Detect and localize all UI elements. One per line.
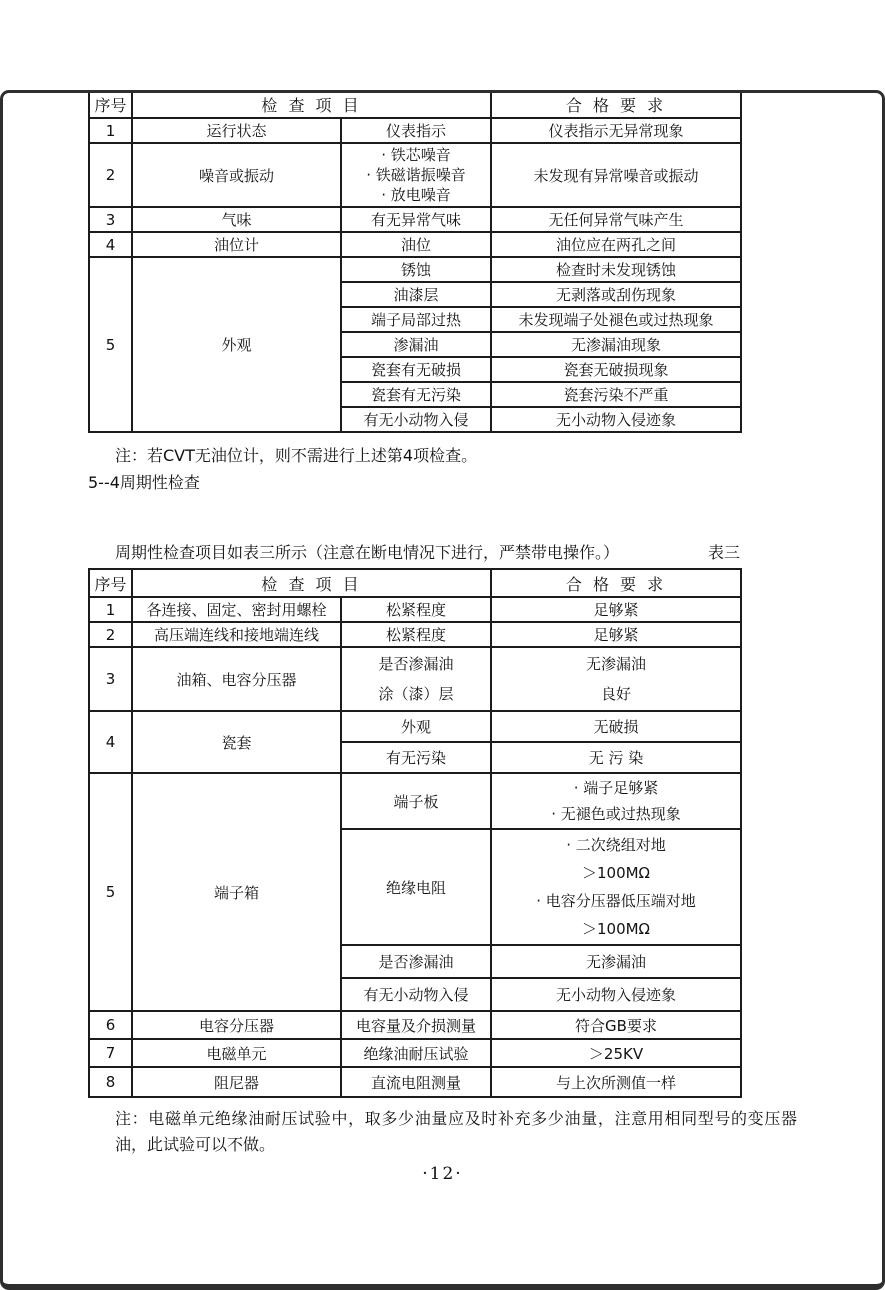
table-row	[89, 597, 741, 622]
cell-req: 足够紧	[491, 597, 741, 622]
cell-item: 电容分压器	[132, 1011, 341, 1039]
cell-sub: 绝缘油耐压试验	[341, 1039, 491, 1067]
cell-sub: 直流电阻测量	[341, 1067, 491, 1097]
section-heading: 5--4周期性检查	[88, 473, 200, 492]
cell-sub: 外观	[341, 711, 491, 742]
table-row	[89, 1067, 741, 1097]
cell-no: 3	[89, 647, 132, 711]
cell-sub: 松紧程度	[341, 622, 491, 647]
cell-req: 无任何异常气味产生	[491, 207, 741, 232]
cell-sub: 瓷套有无污染	[341, 382, 491, 407]
table-row	[89, 773, 741, 829]
cell-no: 4	[89, 711, 132, 773]
col-header-item: 检 查 项 目	[132, 91, 491, 118]
cell-line: ＞100MΩ	[581, 920, 651, 938]
cell-sub	[341, 647, 491, 711]
note-oil-withstand-test: 注：电磁单元绝缘油耐压试验中，取多少油量应及时补充多少油量，注意用相同型号的变压器油，此试验可以不做。	[115, 1109, 797, 1154]
cell-item: 各连接、固定、密封用螺栓	[132, 597, 341, 622]
cell-sub: 端子板	[341, 773, 491, 829]
cell-req: 无渗漏油现象	[491, 332, 741, 357]
cell-item: 运行状态	[132, 118, 341, 143]
periodic-intro-text: 周期性检查项目如表三所示（注意在断电情况下进行，严禁带电操作。）	[115, 543, 620, 562]
table-row	[89, 232, 741, 257]
cell-item: 瓷套	[132, 711, 341, 773]
table-header-row	[89, 569, 741, 597]
col-header-item: 检 查 项 目	[132, 569, 491, 597]
cell-req: ＞25KV	[491, 1039, 741, 1067]
table-row	[89, 207, 741, 232]
table-row	[89, 118, 741, 143]
cell-no: 8	[89, 1067, 132, 1097]
table-row	[89, 647, 741, 711]
cell-no: 6	[89, 1011, 132, 1039]
cell-sub: 松紧程度	[341, 597, 491, 622]
table-row	[89, 622, 741, 647]
cell-sub: 油漆层	[341, 282, 491, 307]
cell-req: 足够紧	[491, 622, 741, 647]
cell-sub: 端子局部过热	[341, 307, 491, 332]
cell-line: · 端子足够紧	[573, 779, 659, 797]
cell-item: 噪音或振动	[132, 143, 341, 207]
cell-line: · 铁芯噪音	[381, 146, 451, 164]
cell-no: 5	[89, 257, 132, 432]
cell-line: 是否渗漏油	[378, 655, 454, 673]
cell-req: 未发现有异常噪音或振动	[491, 143, 741, 207]
cell-sub: 锈蚀	[341, 257, 491, 282]
running-inspection-table	[88, 90, 742, 433]
cell-req: 无破损	[491, 711, 741, 742]
cell-req	[491, 647, 741, 711]
cell-item: 气味	[132, 207, 341, 232]
col-header-requirement: 合 格 要 求	[491, 91, 741, 118]
cell-req: 瓷套无破损现象	[491, 357, 741, 382]
table-three-label: 表三	[707, 543, 740, 562]
cell-line: · 铁磁谐振噪音	[366, 166, 466, 184]
table-row	[89, 257, 741, 282]
cell-line: 涂（漆）层	[378, 685, 454, 703]
table-header-row	[89, 91, 741, 118]
cell-req: 油位应在两孔之间	[491, 232, 741, 257]
cell-sub	[341, 143, 491, 207]
cell-req: 未发现端子处褪色或过热现象	[491, 307, 741, 332]
cell-sub: 有无异常气味	[341, 207, 491, 232]
cell-item: 外观	[132, 257, 341, 432]
cell-req: 无剥落或刮伤现象	[491, 282, 741, 307]
cell-req: 无 污 染	[491, 742, 741, 773]
cell-item: 电磁单元	[132, 1039, 341, 1067]
cell-sub: 电容量及介损测量	[341, 1011, 491, 1039]
cell-item: 油位计	[132, 232, 341, 257]
cell-item: 油箱、电容分压器	[132, 647, 341, 711]
col-header-index: 序号	[89, 91, 132, 118]
cell-item: 阻尼器	[132, 1067, 341, 1097]
cell-sub: 仪表指示	[341, 118, 491, 143]
cell-no: 1	[89, 118, 132, 143]
cell-line: 良好	[601, 685, 632, 703]
cell-sub: 有无小动物入侵	[341, 978, 491, 1011]
cell-req: 无小动物入侵迹象	[491, 407, 741, 432]
cell-req: 检查时未发现锈蚀	[491, 257, 741, 282]
cell-no: 2	[89, 143, 132, 207]
cell-req: 仪表指示无异常现象	[491, 118, 741, 143]
cell-req: 无渗漏油	[491, 945, 741, 978]
cell-sub: 渗漏油	[341, 332, 491, 357]
cell-line: · 电容分压器低压端对地	[536, 892, 696, 910]
cell-no: 4	[89, 232, 132, 257]
cell-line: · 二次绕组对地	[566, 836, 666, 854]
cell-line: · 放电噪音	[381, 186, 451, 204]
cell-req: 无小动物入侵迹象	[491, 978, 741, 1011]
cell-req: 符合GB要求	[491, 1011, 741, 1039]
cell-line: ＞100MΩ	[581, 864, 651, 882]
table-row	[89, 143, 741, 207]
cell-item: 高压端连线和接地端连线	[132, 622, 341, 647]
cell-sub: 绝缘电阻	[341, 829, 491, 945]
cell-line: · 无褪色或过热现象	[551, 805, 681, 823]
cell-no: 2	[89, 622, 132, 647]
cell-sub: 瓷套有无破损	[341, 357, 491, 382]
table-row	[89, 1039, 741, 1067]
cell-req	[491, 773, 741, 829]
cell-item: 端子箱	[132, 773, 341, 1011]
cell-no: 3	[89, 207, 132, 232]
cell-req: 与上次所测值一样	[491, 1067, 741, 1097]
col-header-index: 序号	[89, 569, 132, 597]
cell-no: 5	[89, 773, 132, 1011]
note-cvt-oil-gauge: 注：若CVT无油位计，则不需进行上述第4项检查。	[115, 446, 478, 465]
cell-sub: 有无污染	[341, 742, 491, 773]
cell-req	[491, 829, 741, 945]
cell-sub: 是否渗漏油	[341, 945, 491, 978]
cell-no: 1	[89, 597, 132, 622]
page-number: ·12·	[422, 1164, 463, 1184]
table-row	[89, 1011, 741, 1039]
table-row	[89, 711, 741, 742]
cell-line: 无渗漏油	[586, 655, 647, 673]
cell-sub: 有无小动物入侵	[341, 407, 491, 432]
periodic-intro-row	[115, 542, 740, 564]
cell-sub: 油位	[341, 232, 491, 257]
cell-no: 7	[89, 1039, 132, 1067]
periodic-inspection-table	[88, 568, 742, 1098]
col-header-requirement: 合 格 要 求	[491, 569, 741, 597]
cell-req: 瓷套污染不严重	[491, 382, 741, 407]
